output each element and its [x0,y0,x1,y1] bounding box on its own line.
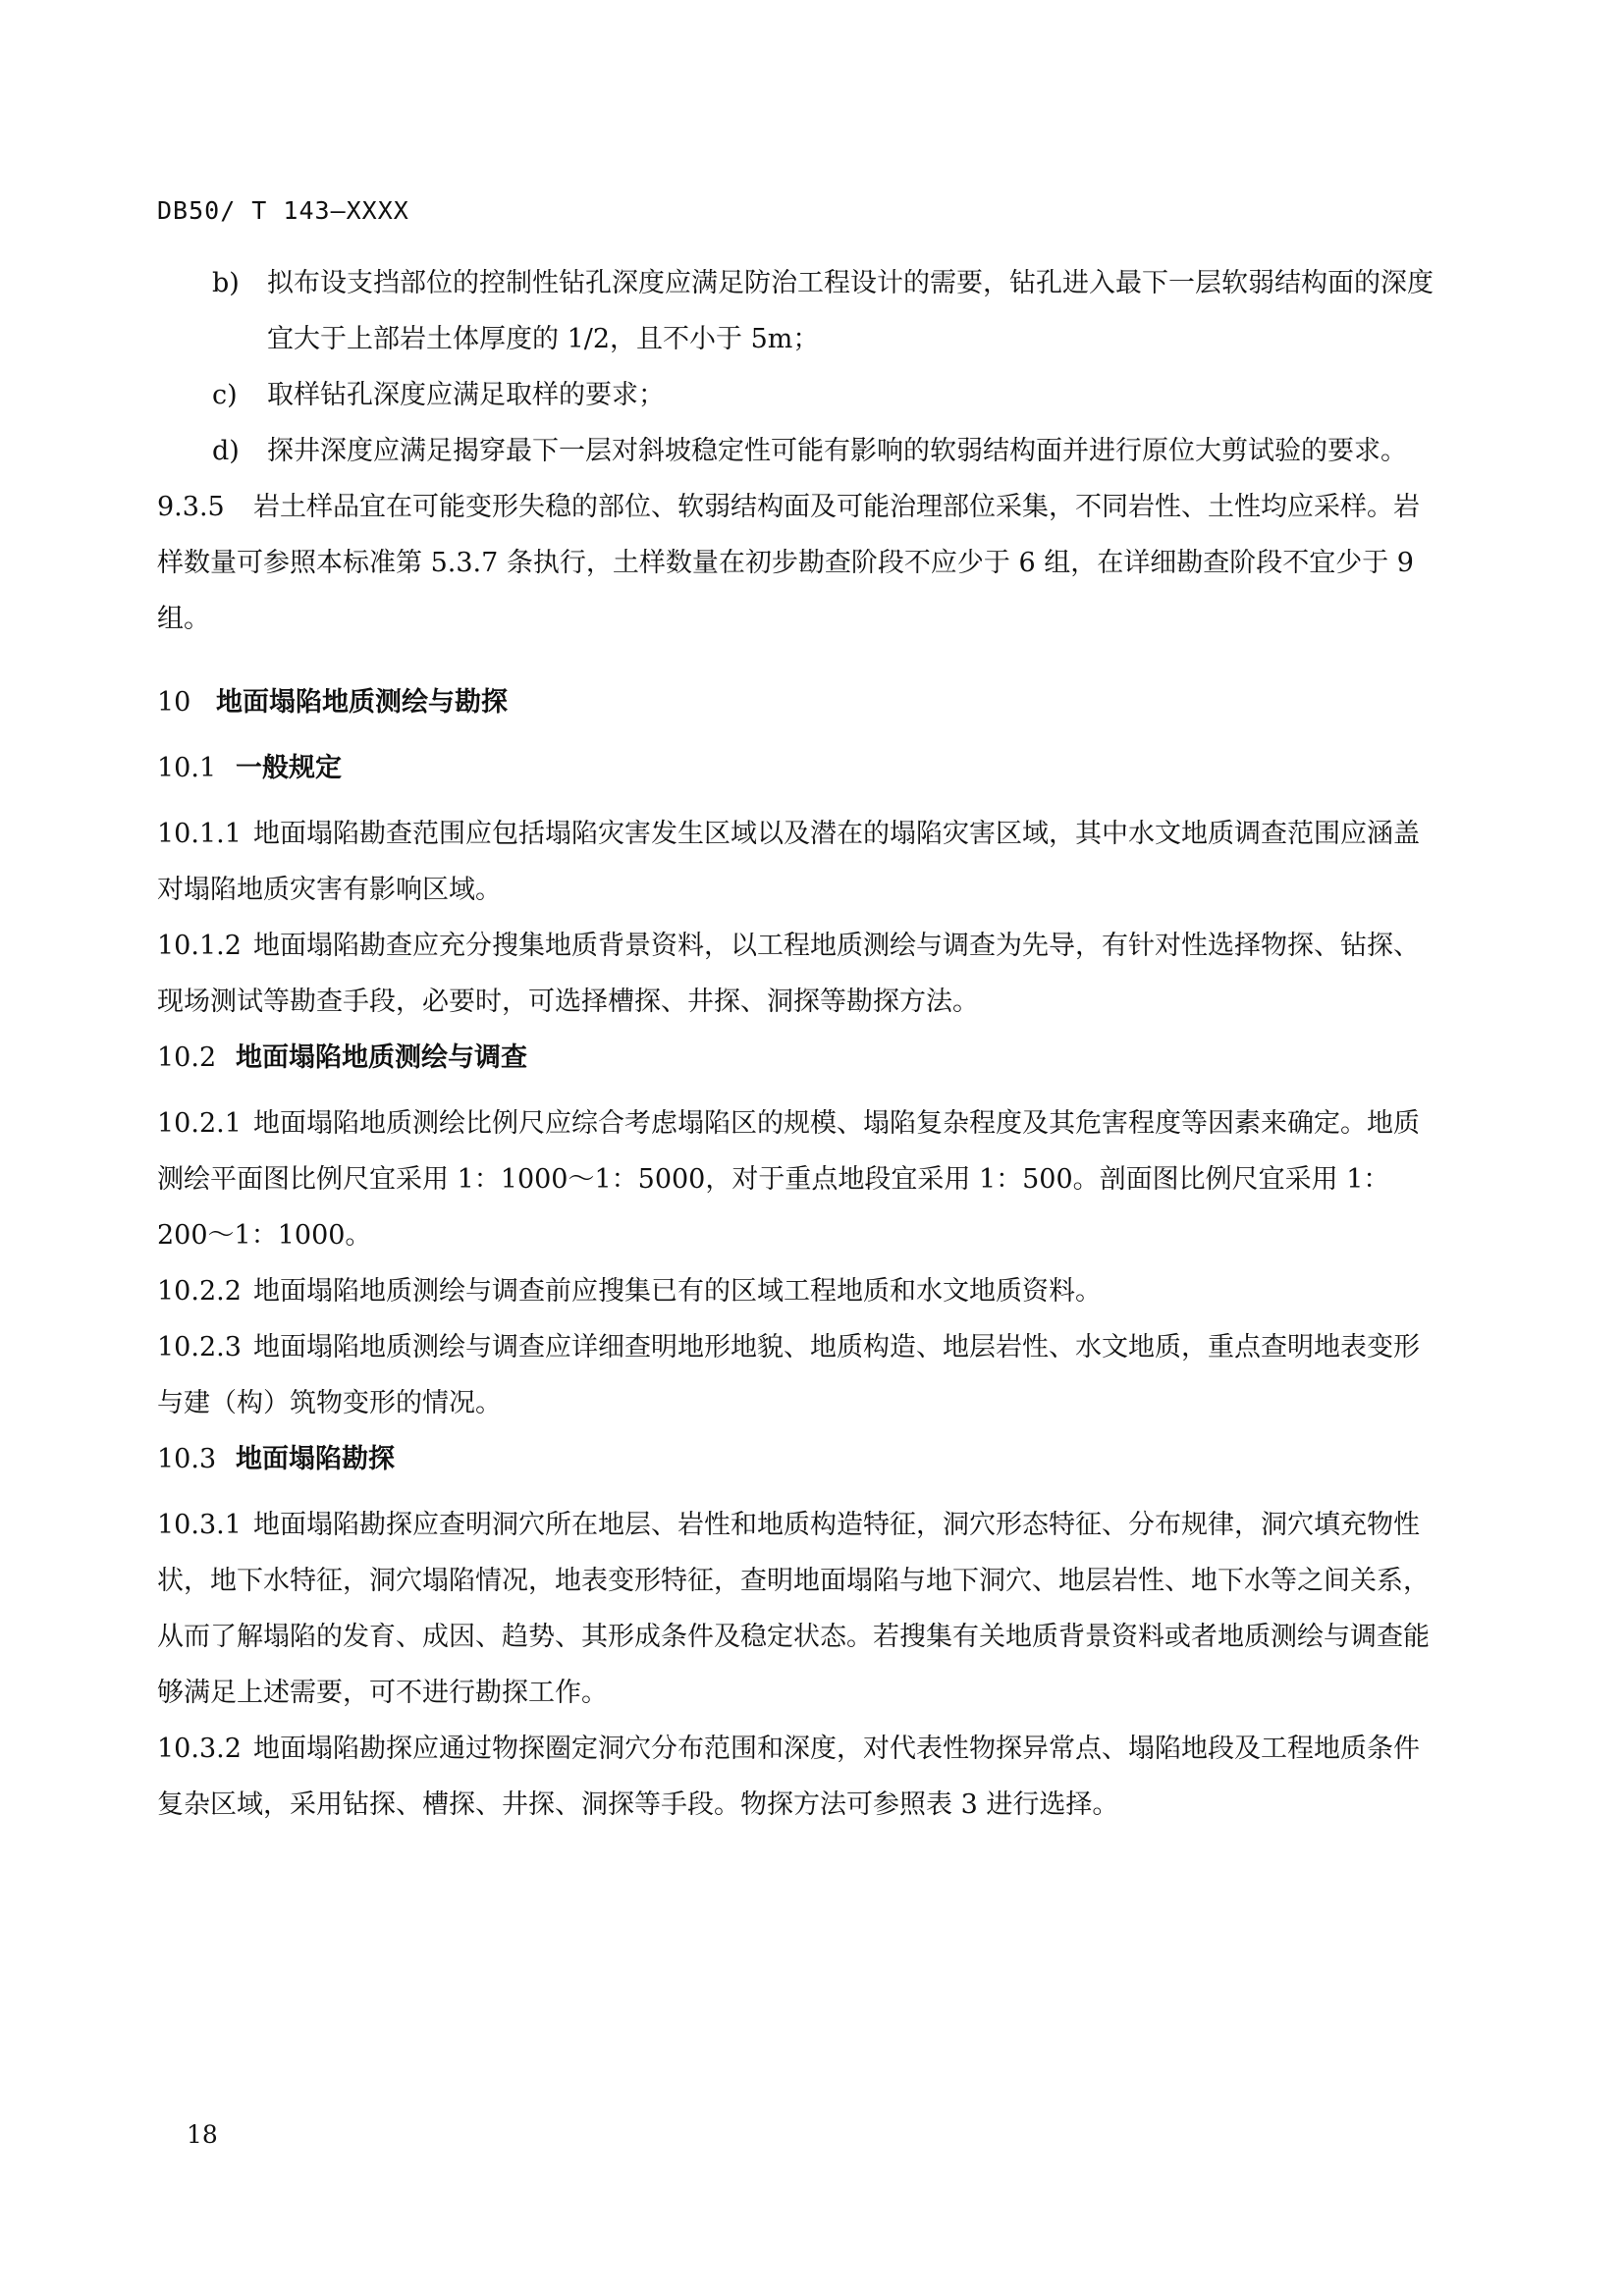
clause-number: 10.2.2 [157,1276,242,1307]
section-number: 10.1 [157,753,217,783]
section-title: 地面塌陷勘探 [236,1444,395,1474]
section-number: 10.3 [157,1444,217,1474]
section-number: 10 [157,687,191,718]
section-heading-10-3 [157,1431,1438,1487]
clause-text: 地面塌陷勘查应充分搜集地质背景资料，以工程地质测绘与调查为先导，有针对性选择物探、钻探、现场测试等勘查手段，必要时，可选择槽探、井探、洞探等勘探方法。 [157,931,1420,1017]
list-text: 拟布设支挡部位的控制性钻孔深度应满足防治工程设计的需要，钻孔进入最下一层软弱结构面的深度宜大于上部岩土体厚度的 1/2，且不小于 5m； [267,268,1434,354]
section-heading-10-2 [157,1030,1438,1086]
list-item-d [157,423,1438,479]
section-heading-10 [157,674,1438,730]
list-item-c [157,367,1438,423]
clause-number: 10.3.2 [157,1734,242,1764]
list-item-b [157,255,1438,367]
clause-text: 岩土样品宜在可能变形失稳的部位、软弱结构面及可能治理部位采集，不同岩性、土性均应采样。岩样数量可参照本标准第 5.3.7 条执行，土样数量在初步勘查阶段不应少于 6 组，在详细勘查阶段不宜少于 9 组。 [157,492,1420,634]
clause-text: 地面塌陷勘探应通过物探圈定洞穴分布范围和深度，对代表性物探异常点、塌陷地段及工程地质条件复杂区域，采用钻探、槽探、井探、洞探等手段。物探方法可参照表 3 进行选择。 [157,1734,1420,1820]
list-label: d) [212,436,240,466]
clause-number: 10.2.1 [157,1108,242,1139]
clause-10-1-2 [157,918,1438,1030]
clause-number: 10.2.3 [157,1332,242,1362]
list-label: c) [212,380,238,410]
clause-10-2-1 [157,1095,1438,1263]
page-number: 18 [187,2120,218,2149]
clause-10-1-1 [157,806,1438,918]
section-number: 10.2 [157,1042,217,1073]
clause-text: 地面塌陷地质测绘与调查前应搜集已有的区域工程地质和水文地质资料。 [253,1276,1102,1307]
clause-number: 10.1.2 [157,931,242,961]
list-text: 探井深度应满足揭穿最下一层对斜坡稳定性可能有影响的软弱结构面并进行原位大剪试验的要求。 [267,436,1407,466]
section-title: 地面塌陷地质测绘与勘探 [216,687,508,718]
list-text: 取样钻孔深度应满足取样的要求； [267,380,665,410]
clause-text: 地面塌陷勘探应查明洞穴所在地层、岩性和地质构造特征，洞穴形态特征、分布规律，洞穴填充物性状，地下水特征，洞穴塌陷情况，地表变形特征，查明地面塌陷与地下洞穴、地层岩性、地下水等之间关系，从而了解塌陷的发育、成因、趋势、其形成条件及稳定状态。若搜集有关地质背景资料或者地质测绘与调查能够满足上述需要，可不进行勘探工作。 [157,1510,1430,1708]
list-label: b) [212,268,240,298]
clause-number: 9.3.5 [157,492,225,522]
clause-10-3-1 [157,1497,1438,1721]
page-content [157,255,1438,1833]
clause-10-2-3 [157,1319,1438,1431]
clause-text: 地面塌陷地质测绘与调查应详细查明地形地貌、地质构造、地层岩性、水文地质，重点查明地表变形与建（构）筑物变形的情况。 [157,1332,1420,1418]
section-title: 一般规定 [236,753,342,783]
clause-text: 地面塌陷地质测绘比例尺应综合考虑塌陷区的规模、塌陷复杂程度及其危害程度等因素来确定。地质测绘平面图比例尺宜采用 1：1000～1：5000，对于重点地段宜采用 1：500。剖面图比例尺宜采用 1：200～1：1000。 [157,1108,1420,1251]
clause-10-2-2 [157,1263,1438,1319]
clause-number: 10.3.1 [157,1510,242,1540]
clause-number: 10.1.1 [157,819,242,849]
clause-9-3-5 [157,479,1438,647]
clause-text: 地面塌陷勘查范围应包括塌陷灾害发生区域以及潜在的塌陷灾害区域，其中水文地质调查范围应涵盖对塌陷地质灾害有影响区域。 [157,819,1420,905]
section-heading-10-1 [157,740,1438,796]
section-title: 地面塌陷地质测绘与调查 [236,1042,527,1073]
standard-code-header: DB50/ T 143—XXXX [157,196,409,225]
clause-10-3-2 [157,1721,1438,1833]
